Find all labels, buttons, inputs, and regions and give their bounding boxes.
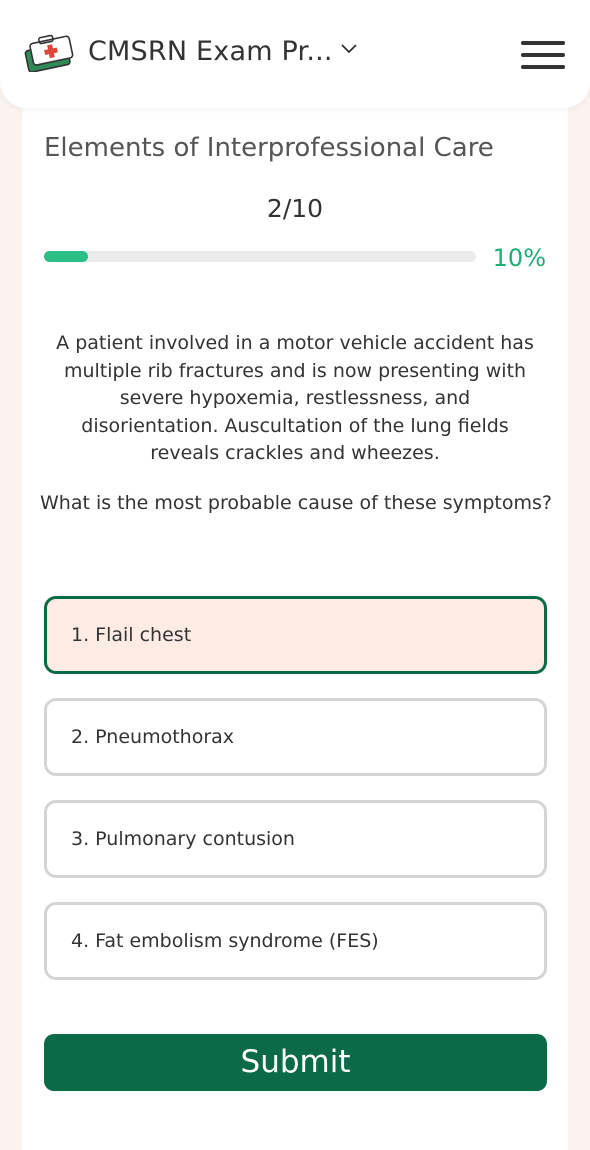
answer-option-3[interactable] bbox=[44, 800, 547, 878]
progress-percent: 10% bbox=[492, 244, 546, 272]
chevron-down-icon[interactable] bbox=[340, 42, 358, 56]
section-title: Elements of Interprofessional Care bbox=[44, 133, 494, 163]
answer-option-4[interactable] bbox=[44, 902, 547, 980]
answer-option-label: 4. Fat embolism syndrome (FES) bbox=[71, 930, 379, 952]
answer-option-label: 2. Pneumothorax bbox=[71, 726, 235, 748]
hamburger-menu-icon[interactable] bbox=[518, 38, 568, 72]
submit-button[interactable]: Submit bbox=[44, 1034, 547, 1091]
progress-bar bbox=[44, 251, 476, 262]
progress-bar-fill bbox=[44, 251, 88, 262]
question-counter: 2/10 bbox=[266, 194, 324, 223]
answer-option-label: 1. Flail chest bbox=[71, 624, 192, 646]
app-header bbox=[0, 0, 590, 108]
answer-option-2[interactable] bbox=[44, 698, 547, 776]
question-prompt: What is the most probable cause of these symptoms? bbox=[40, 492, 552, 514]
app-title[interactable]: CMSRN Exam Pr... bbox=[88, 36, 333, 67]
answer-option-1[interactable] bbox=[44, 596, 547, 674]
answer-option-label: 3. Pulmonary contusion bbox=[71, 828, 295, 850]
first-aid-kit-icon[interactable] bbox=[24, 32, 76, 72]
question-text: A patient involved in a motor vehicle accident has multiple rib fractures and is now presenting with severe hypoxemia, restlessness, and disorientation. Auscultation of the lung fields reveals crackles and wheezes. bbox=[56, 332, 534, 464]
